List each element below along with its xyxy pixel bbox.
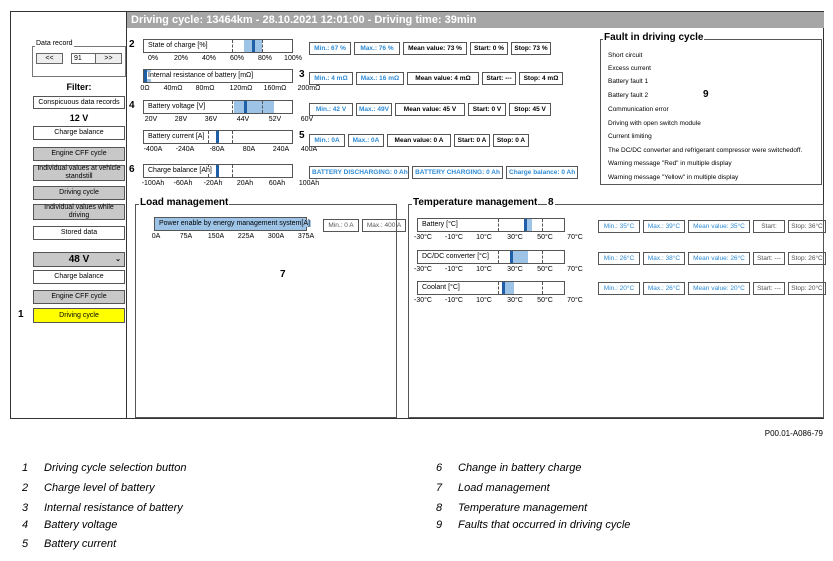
resistance-mean: Mean value: 4 mΩ [407,72,479,85]
12v-charge-balance-button[interactable]: Charge balance [33,126,125,140]
12v-standstill-values-button[interactable]: Individual values at vehicle standstill [33,165,125,181]
dcdc-temp-label: DC/DC converter [°C] [422,253,489,260]
fault-item: The DC/DC converter and refrigerant compressor were switchedoff. [608,147,803,154]
dcdc-temp-marker [510,251,513,263]
dcdc-temp-bar [417,250,565,264]
voltage-mean: Mean value: 45 V [395,103,465,116]
state-of-charge-label: State of charge [%] [148,42,208,49]
coolant-temp-max: Max.: 26°C [643,282,685,295]
callout-7: 7 [280,269,286,280]
voltage-max: Max.: 49V [356,103,392,116]
battery-charging: BATTERY CHARGING: 0 Ah [412,166,503,179]
battery-temp-bar [417,218,565,232]
dcdc-temp-min: Min.: 26°C [598,252,640,265]
48v-engine-cff-cycle-button[interactable]: Engine CFF cycle [33,290,125,304]
main-panel: Driving cycle: 13464km - 28.10.2021 12:01:00 - Driving time: 39min 2 State of charge [%] 0% 20% 40% 60% 80% 100% 3 Internal resistance of battery [mΩ] 0Ω 40mΩ 80mΩ 120mΩ 160mΩ 200mΩ 4 Battery voltage [V] 20V 28V 36V 44V 52V 60V 5 Battery current [A] -400A -240A -80A 80A 240A 400A 6 Charge balance [Ah] -100Ah -60Ah -20Ah 20Ah 60Ah 100Ah Min.: 67 % Max.: 76 % Mean value: 73 % Start: 0 % Stop: 73 % Min.: 4 mΩ Max.: 16 mΩ Mean value: 4 mΩ Start: --- Stop: 4 mΩ Min.: 42 V Max.: 49V Mean value: 45 V Start: 0 V Stop: 45 V Min.: 0A Max.: 0A Mean value: 0 A Start: 0 A Stop: 0 A BATTERY DISCHARGING: 0 Ah BATTERY CHARGING: 0 Ah Charge balance: 0 Ah Fault in driving cycle 9 Short circuit Excess current Battery fault 1 Battery fault 2 Communication error Driving with open switch module Current limiting The DC/DC converter and refrigerant compressor were switchedoff. Warning message "Red" in multiple display Warning message "Yellow" in multiple display Load management Power enable by energy management system[A] 0A 75A 150A 225A 300A 375A Min.: 0 A Max.: 400 A 7 Temperature management 8 Battery [°C] -30°C -10°C 10°C 30°C 50°C 70°C DC/DC converter [°C] -30°C -10°C 10°C 30°C 50°C 70°C Coolant [°C] -30°C -10°C 10°C 30°C 50°C 70°C Min.: 35°C Max.: 39°C Mean value: 35°C Start: Stop: 36°C Min.: 26°C Max.: 38°C Mean value: 26°C Start: --- Stop: 26°C Min.: 20°C Max.: 26°C Mean value: 20°C Start: --- Stop: 20°C [127,12,824,418]
fault-title: Fault in driving cycle [604,32,704,43]
voltage-stop: Stop: 45 V [509,103,551,116]
current-min: Min.: 0A [309,134,345,147]
charge-balance-value: Charge balance: 0 Ah [506,166,578,179]
state-of-charge-marker [252,40,255,52]
current-stop: Stop: 0 A [493,134,529,147]
legend-item: 1 Driving cycle selection button [22,462,187,474]
legend-item: 5 Battery current [22,538,117,550]
next-record-button[interactable]: >> [95,53,122,64]
power-enable-bar [154,217,310,231]
internal-resistance-label: Internal resistance of battery [mΩ] [148,72,254,79]
battery-temp-marker [524,219,527,231]
battery-temp-stop: Stop: 36°C [788,220,826,233]
coolant-temp-stop: Stop: 20°C [788,282,826,295]
current-mean: Mean value: 0 A [387,134,451,147]
12v-driving-values-button[interactable]: Individual values while driving [33,204,125,220]
12v-driving-cycle-button[interactable]: Driving cycle [33,186,125,200]
legend-item: 6 Change in battery charge [436,462,582,474]
legend-item: 8 Temperature management [436,502,588,514]
app-frame [10,11,824,419]
callout-9: 9 [703,89,709,100]
previous-record-button[interactable]: << [36,53,63,64]
charge-balance-label: Charge balance [Ah] [148,167,212,174]
coolant-temp-label: Coolant [°C] [422,284,460,291]
battery-discharging: BATTERY DISCHARGING: 0 Ah [309,166,409,179]
callout-2: 2 [129,39,135,50]
12v-engine-cff-cycle-button[interactable]: Engine CFF cycle [33,147,125,161]
load-max: Max.: 400 A [362,219,406,232]
soc-min: Min.: 67 % [309,42,351,55]
battery-voltage-range [234,101,274,113]
load-management-title: Load management [140,197,229,208]
resistance-stop: Stop: 4 mΩ [519,72,563,85]
fault-item: Current limiting [608,133,652,140]
filter-heading: Filter: [66,82,92,92]
power-enable-label: Power enable by energy management system[A] [159,220,310,227]
resistance-start: Start: --- [482,72,516,85]
resistance-min: Min.: 4 mΩ [309,72,353,85]
current-start: Start: 0 A [454,134,490,147]
dcdc-temp-mean: Mean value: 26°C [688,252,750,265]
coolant-temp-bar [417,281,565,295]
48v-label: 48 V [68,254,90,265]
battery-temp-label: Battery [°C] [422,221,458,228]
resistance-max: Max.: 16 mΩ [356,72,404,85]
figure-reference: P00.01-A086-79 [764,429,823,438]
fault-item: Driving with open switch module [608,120,701,127]
battery-temp-min: Min.: 35°C [598,220,640,233]
page-title: Driving cycle: 13464km - 28.10.2021 12:01:00 - Driving time: 39min [127,12,824,28]
stored-data-button[interactable]: Stored data [33,226,125,240]
battery-temp-start: Start: [753,220,785,233]
48v-selector[interactable] [33,252,125,267]
soc-max: Max.: 76 % [354,42,400,55]
legend-item: 9 Faults that occurred in driving cycle [436,519,631,531]
temperature-management-panel [408,204,824,418]
callout-6: 6 [129,164,135,175]
conspicuous-records-button[interactable]: Conspicuous data records [33,96,125,109]
callout-3: 3 [299,69,305,80]
state-of-charge-bar [143,39,293,53]
chevron-down-icon: ⌄ [115,256,121,263]
coolant-temp-mean: Mean value: 20°C [688,282,750,295]
fault-item: Excess current [608,65,651,72]
48v-charge-balance-button[interactable]: Charge balance [33,270,125,284]
dcdc-temp-stop: Stop: 26°C [788,252,826,265]
fault-item: Warning message "Yellow" in multiple display [608,174,739,181]
battery-voltage-bar [143,100,293,114]
current-max: Max.: 0A [348,134,384,147]
coolant-temp-marker [502,282,505,294]
legend-item: 7 Load management [436,482,550,494]
battery-voltage-label: Battery voltage [V] [148,103,206,110]
legend-item: 3 Internal resistance of battery [22,502,183,514]
coolant-temp-min: Min.: 20°C [598,282,640,295]
battery-current-marker [216,131,219,143]
battery-current-bar [143,130,293,144]
callout-8: 8 [548,197,554,208]
battery-temp-mean: Mean value: 35°C [688,220,750,233]
callout-5: 5 [299,130,305,141]
internal-resistance-bar [143,69,293,83]
legend-item: 4 Battery voltage [22,519,118,531]
sidebar [11,12,127,418]
dcdc-temp-max: Max.: 38°C [643,252,685,265]
48v-driving-cycle-button[interactable]: Driving cycle [33,308,125,323]
battery-temp-max: Max.: 39°C [643,220,685,233]
data-record-legend: Data record [36,40,73,47]
callout-4: 4 [129,100,135,111]
load-management-panel [135,204,397,418]
temperature-management-title: Temperature management [413,197,538,208]
load-min: Min.: 0 A [323,219,359,232]
coolant-temp-start: Start: --- [753,282,785,295]
voltage-min: Min.: 42 V [309,103,353,116]
fault-item: Warning message "Red" in multiple display [608,160,732,167]
record-number-input[interactable]: 91 [71,53,100,64]
soc-stop: Stop: 73 % [511,42,551,55]
soc-start: Start: 0 % [470,42,508,55]
legend-item: 2 Charge level of battery [22,482,155,494]
fault-item: Communication error [608,106,669,113]
battery-voltage-marker [244,101,247,113]
voltage-start: Start: 0 V [468,103,506,116]
battery-current-label: Battery current [A] [148,133,205,140]
12v-heading: 12 V [69,113,89,123]
charge-balance-marker [216,165,219,177]
fault-item: Battery fault 2 [608,92,649,99]
fault-item: Short circuit [608,52,643,59]
callout-1: 1 [18,309,24,320]
charge-balance-bar [143,164,293,178]
dcdc-temp-start: Start: --- [753,252,785,265]
fault-item: Battery fault 1 [608,78,649,85]
soc-mean: Mean value: 73 % [403,42,467,55]
